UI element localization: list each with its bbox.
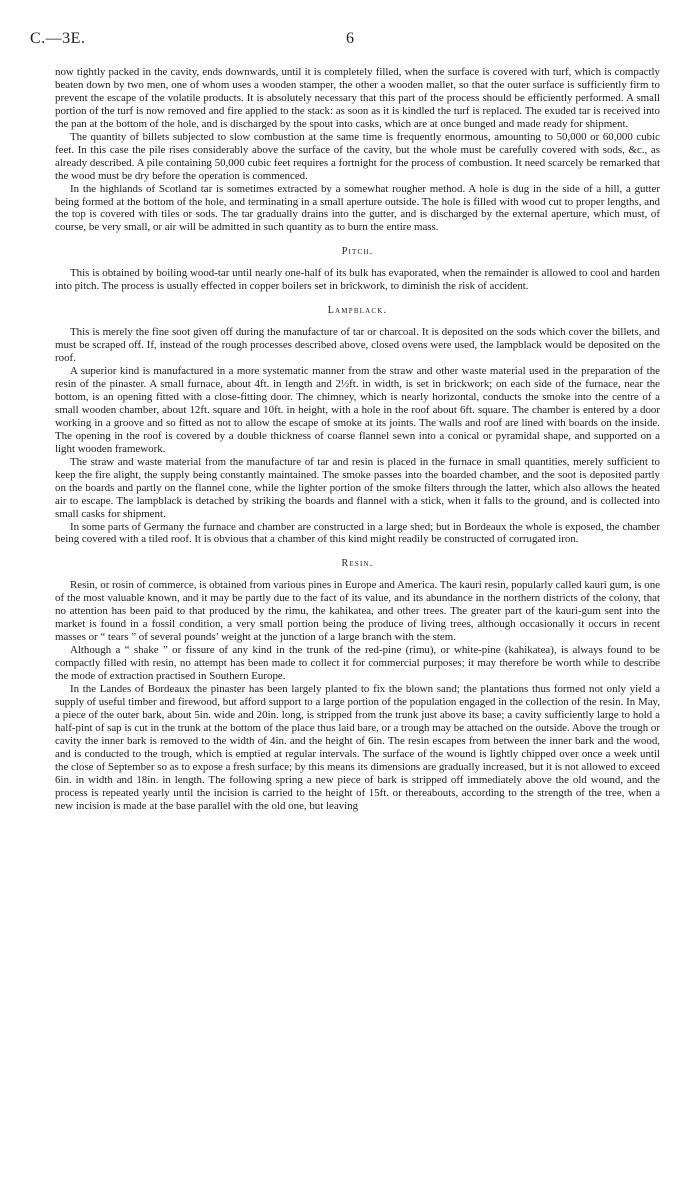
paragraph: Resin, or rosin of commerce, is obtained from various pines in Europe and America. The kauri resin, popularly called kauri gum, is one of the most valuable known, and it may be partly due to the fact of its value, and its abundance in the northern districts of the colony, that no attention has been paid to that produced by the rimu, the kahikatea, and other trees. The greater part of the kauri-gum sent into the market is found in a fossil condition, a very small portion being the produce of living trees, although occasionally it occurs in recent masses or “ tears ” of several pounds’ weight at the junction of a large branch with the stem. [55,579,660,644]
paragraph: A superior kind is manufactured in a more systematic manner from the straw and other waste material used in the preparation of the resin of the pinaster. A small furnace, about 4ft. in length and 2½ft. in width, is set in brickwork; on each side of the furnace, near the bottom, is an opening fitted with a close-fitting door. The chimney, which is nearly horizontal, conducts the smoke into the centre of a small wooden chamber, about 12ft. square and 10ft. in height, with a hole in the roof about 6ft. square. The chamber is entered by a door working in a groove and so fitted as not to allow the escape of smoke at its joints. The walls and roof are lined with boards on the inside. The opening in the roof is covered by a double thickness of coarse flannel sewn into a conical or pyramidal shape, and supported on a light wooden framework. [55,365,660,455]
page-number: 6 [346,30,354,47]
section-heading-resin: Resin. [341,558,374,570]
document-body [55,66,660,813]
paragraph: The straw and waste material from the manufacture of tar and resin is placed in the furnace in small quantities, merely sufficient to keep the fire alight, the supply being constantly maintained. The smoke passes into the boarded chamber, and the soot is deposited partly on the boards and partly on the flannel cone, while the lighter portion of the smoke filters through the latter, which also allows the heated air to escape. The lampblack is detached by striking the boards and flannel with a stick, when it falls to the ground, and is collected into small casks for shipment. [55,455,660,520]
document-reference: C.—3E. [30,30,86,47]
paragraph: now tightly packed in the cavity, ends downwards, until it is completely filled, when the surface is covered with turf, which is compactly beaten down by two men, one of whom uses a wooden stamper, the other a wooden mallet, so that the outer surface is sufficiently firm to prevent the escape of the volatile products. It is absolutely necessary that this part of the process should be efficiently performed. A small portion of the turf is now removed and fire applied to the stack: as soon as it is kindled the turf is replaced. The exuded tar is received into the pan at the bottom of the hole, and is discharged by the spout into casks, which are at once bunged and made ready for shipment. [55,66,660,130]
paragraph: In the highlands of Scotland tar is sometimes extracted by a somewhat rougher method. A hole is dug in the side of a hill, a gutter being formed at the bottom of the hole, and terminating in a small aperture outside. The hole is filled with wood cut to proper lengths, and the top is covered with tiles or sods. The tar gradually drains into the gutter, and is discharged by the external aperture, which must, of course, be very small, or air will be admitted in such quantity as to burn the entire mass. [55,182,660,234]
section-heading-pitch: Pitch. [341,246,374,258]
paragraph: The quantity of billets subjected to slow combustion at the same time is frequently enormous, amounting to 50,000 or 60,000 cubic feet. In this case the pile rises considerably above the surface of the cavity, but the whole must be carefully covered with sods, &c., as already described. A pile containing 50,000 cubic feet requires a fortnight for the process of combustion. It need scarcely be remarked that the wood must be dry before the operation is commenced. [55,130,660,182]
section-heading-lampblack: Lampblack. [327,305,388,317]
paragraph: Although a “ shake ” or fissure of any kind in the trunk of the red-pine (rimu), or white-pine (kahikatea), is always found to be compactly filled with resin, no attempt has been made to collect it for commercial purposes; it may therefore be worth while to describe the mode of extraction practised in Southern Europe. [55,644,660,683]
paragraph: In some parts of Germany the furnace and chamber are constructed in a large shed; but in Bordeaux the whole is exposed, the chamber being covered with a tiled roof. It is obvious that a chamber of this kind might readily be constructed of corrugated iron. [55,520,660,546]
paragraph: In the Landes of Bordeaux the pinaster has been largely planted to fix the blown sand; the plantations thus formed not only yield a supply of useful timber and firewood, but afford support to a large portion of the population engaged in the collection of the resin. In May, a piece of the outer bark, about 5in. wide and 20in. long, is stripped from the trunk just above its base; a cavity sufficiently large to hold a half-pint of sap is cut in the trunk at the bottom of the place thus laid bare, or a trough may be attached on the outside. Above the trough or cavity the inner bark is removed to the width of 4in. and the height of 6in. The resin escapes from between the inner bark and the wood, and is conducted to the trough, which is emptied at regular intervals. The surface of the wound is lightly chipped over once a week until the close of September so as to expose a fresh surface; by this means its dimensions are gradually increased, but it is not allowed to exceed 6in. in width and 18in. in length. The following spring a new piece of bark is stripped off immediately above the old wound, and the process is repeated yearly until the incision is carried to the height of 15ft. or thereabouts, according to the strength of the tree, when a new incision is made at the base parallel with the old one, but leaving [55,682,660,812]
page-header [0,30,700,50]
paragraph: This is obtained by boiling wood-tar until nearly one-half of its bulk has evaporated, when the remainder is allowed to cool and harden into pitch. The process is usually effected in copper boilers set in brickwork, to diminish the risk of accident. [55,267,660,293]
paragraph: This is merely the fine soot given off during the manufacture of tar or charcoal. It is deposited on the sods which cover the billets, and must be scraped off. If, instead of the rough processes described above, closed ovens were used, the lampblack would be deposited on the roof. [55,326,660,365]
